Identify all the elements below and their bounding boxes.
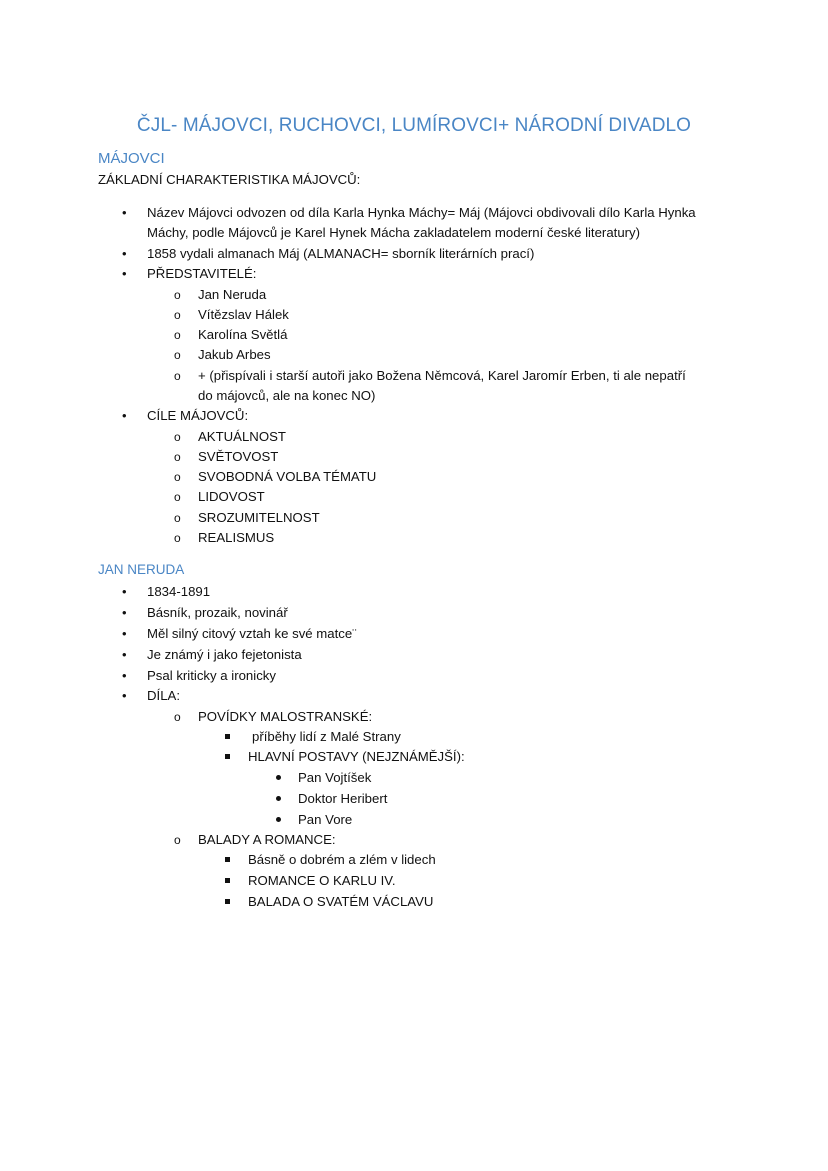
list-item: AKTUÁLNOST [198,429,286,444]
page-title: ČJL- MÁJOVCI, RUCHOVCI, LUMÍROVCI+ NÁRODNÍ DIVADLO [136,115,692,136]
bullet-disc: • [122,647,127,662]
list-item: Měl silný citový vztah ke své matce¨ [147,626,357,641]
bullet-circle: o [174,308,181,322]
list-item: Je známý i jako fejetonista [147,647,302,662]
list-item: HLAVNÍ POSTAVY (NEJZNÁMĚJŠÍ): [248,749,465,764]
bullet-square [225,754,230,759]
bullet-square [225,734,230,739]
section-heading-majovci: MÁJOVCI [98,150,165,167]
bullet-square [225,878,230,883]
list-item: Jan Neruda [198,287,267,302]
list-item: SVOBODNÁ VOLBA TÉMATU [198,469,377,484]
section-heading-neruda: JAN NERUDA [98,562,185,577]
list-item: BALADY A ROMANCE: [198,832,336,847]
bullet-disc: • [122,584,127,599]
bullet-circle: o [174,369,181,383]
bullet-disc: • [122,246,127,261]
bullet-disc: • [122,266,127,281]
list-item: BALADA O SVATÉM VÁCLAVU [248,894,434,909]
list-item: Název Májovci odvozen od díla Karla Hynka Máchy= Máj (Májovci obdivovali dílo Karla Hynka [147,205,696,220]
list-item: Pan Vojtíšek [298,770,372,785]
bullet-disc: • [122,668,127,683]
list-item: 1834-1891 [147,584,211,599]
list-item: Básně o dobrém a zlém v lidech [248,852,436,867]
list-item: POVÍDKY MALOSTRANSKÉ: [198,709,373,724]
list-item: SROZUMITELNOST [198,510,320,525]
bullet-circle: o [174,328,181,342]
bullet-circle: o [174,430,181,444]
bullet-disc [276,817,281,822]
list-item: Doktor Heribert [298,791,388,806]
bullet-circle: o [174,470,181,484]
bullet-circle: o [174,450,181,464]
bullet-square [225,899,230,904]
subheading-characteristics: ZÁKLADNÍ CHARAKTERISTIKA MÁJOVCŮ: [98,172,361,187]
list-item-continuation: Máchy, podle Májovců je Karel Hynek Mácha zakladatelem moderní české literatury) [147,225,641,240]
bullet-circle: o [174,531,181,545]
bullet-square [225,857,230,862]
bullet-disc: • [122,688,127,703]
list-item: Psal kriticky a ironicky [147,668,276,683]
bullet-circle: o [174,710,181,724]
list-item: DÍLA: [147,688,180,703]
list-item: 1858 vydali almanach Máj (ALMANACH= sborník literárních prací) [147,246,535,261]
bullet-circle: o [174,833,181,847]
list-item: SVĚTOVOST [198,449,279,464]
bullet-disc [276,775,281,780]
list-item: ROMANCE O KARLU IV. [248,873,396,888]
bullet-disc [276,796,281,801]
list-item-continuation: do májovců, ale na konec NO) [198,388,376,403]
list-item: Vítězslav Hálek [198,307,289,322]
list-item: + (přispívali i starší autoři jako Božena Němcová, Karel Jaromír Erben, ti ale nepatří [198,368,686,383]
list-item: CÍLE MÁJOVCŮ: [147,408,249,423]
bullet-disc: • [122,205,127,220]
list-item: REALISMUS [198,530,275,545]
bullet-disc: • [122,408,127,423]
list-item: PŘEDSTAVITELÉ: [147,266,257,281]
bullet-circle: o [174,288,181,302]
bullet-disc: • [122,605,127,620]
bullet-disc: • [122,626,127,641]
list-item: Básník, prozaik, novinář [147,605,288,620]
list-item: Jakub Arbes [198,347,271,362]
bullet-circle: o [174,348,181,362]
bullet-circle: o [174,511,181,525]
list-item: Karolína Světlá [198,327,288,342]
bullet-circle: o [174,490,181,504]
list-item: příběhy lidí z Malé Strany [252,729,401,744]
list-item: LIDOVOST [198,489,265,504]
list-item: Pan Vore [298,812,353,827]
